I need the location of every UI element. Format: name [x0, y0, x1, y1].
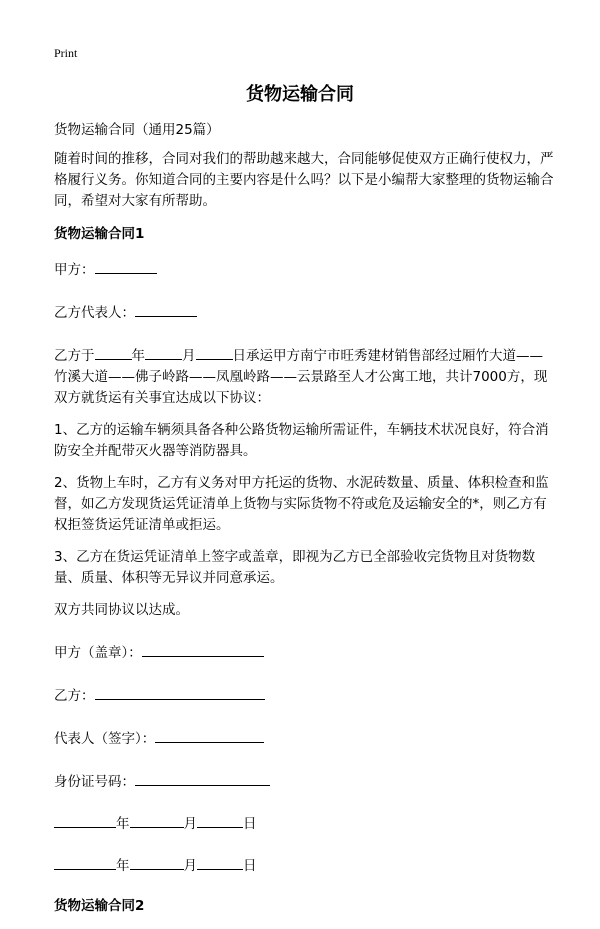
agreement-month-label: 月 [182, 348, 196, 364]
date-year-blank [54, 854, 116, 870]
date-month-blank [130, 854, 184, 870]
party-b-sign-field [54, 683, 554, 707]
id-number-field [54, 769, 554, 793]
date-day-blank [197, 854, 243, 870]
party-b-sign-label: 乙方： [54, 688, 95, 704]
section-heading-2: 货物运输合同2 [54, 898, 145, 914]
date-day-label: 日 [243, 858, 257, 874]
agreement-paragraph [54, 343, 554, 409]
date-day-label: 日 [243, 816, 257, 832]
document-subtitle: 货物运输合同（通用25篇） [54, 122, 220, 138]
party-a-seal-field [54, 640, 554, 664]
agreement-text: 日承运甲方南宁市旺秀建材销售部经过厢竹大道——竹溪大道——佛子岭路——凤凰岭路——云景路至人才公寓工地，共计7000方，现双方就货运有关事宜达成以下协议： [54, 348, 548, 406]
intro-paragraph: 随着时间的推移，合同对我们的帮助越来越大，合同能够促使双方正确行使权力，严格履行义务。你知道合同的主要内容是什么吗？以下是小编帮大家整理的货物运输合同，希望对大家有所帮助。 [54, 151, 554, 209]
clause-2: 2、货物上车时，乙方有义务对甲方托运的货物、水泥砖数量、质量、体积检查和监督，如乙方发现货运凭证清单上货物与实际货物不符或危及运输安全的*，则乙方有权拒签货运凭证清单或拒运。 [54, 475, 549, 533]
date-year-label: 年 [116, 858, 130, 874]
representative-label: 代表人（签字）： [54, 731, 156, 747]
date-month-label: 月 [183, 816, 197, 832]
party-a-field [54, 257, 554, 281]
party-b-sign-blank [95, 683, 265, 700]
party-a-seal-label: 甲方（盖章）： [54, 645, 142, 661]
agreement-month-blank [145, 343, 182, 360]
agreement-year-blank [95, 343, 132, 360]
agreement-year-label: 年 [131, 348, 145, 364]
date-month-blank [130, 812, 184, 828]
clause-1: 1、乙方的运输车辆须具备各种公路货物运输所需证件，车辆技术状况良好，符合消防安全并配带灭火器等消防器具。 [54, 422, 549, 459]
agreement-prefix: 乙方于 [54, 348, 95, 364]
party-b-rep-field [54, 300, 554, 324]
party-b-rep-label: 乙方代表人： [54, 305, 135, 321]
date-year-blank [54, 812, 116, 828]
representative-field [54, 726, 554, 750]
section-heading-1: 货物运输合同1 [54, 226, 145, 242]
party-b-rep-blank [135, 300, 197, 317]
party-a-label: 甲方： [54, 262, 95, 278]
party-a-blank [95, 257, 157, 274]
representative-blank [155, 726, 264, 743]
date-line-2 [54, 854, 554, 877]
id-number-blank [135, 769, 270, 786]
document-body [54, 120, 554, 929]
agreement-day-blank [196, 343, 233, 360]
date-year-label: 年 [116, 816, 130, 832]
party-a-seal-blank [142, 640, 264, 657]
consensus-statement: 双方共同协议以达成。 [54, 602, 189, 618]
id-number-label: 身份证号码： [54, 774, 135, 790]
date-day-blank [197, 812, 243, 828]
document-title: 货物运输合同 [246, 84, 354, 105]
clause-3: 3、乙方在货运凭证清单上签字或盖章，即视为乙方已全部验收完货物且对货物数量、质量、体积等无异议并同意承运。 [54, 549, 536, 586]
date-month-label: 月 [183, 858, 197, 874]
date-line-1 [54, 812, 554, 835]
print-link[interactable]: Print [54, 46, 78, 60]
